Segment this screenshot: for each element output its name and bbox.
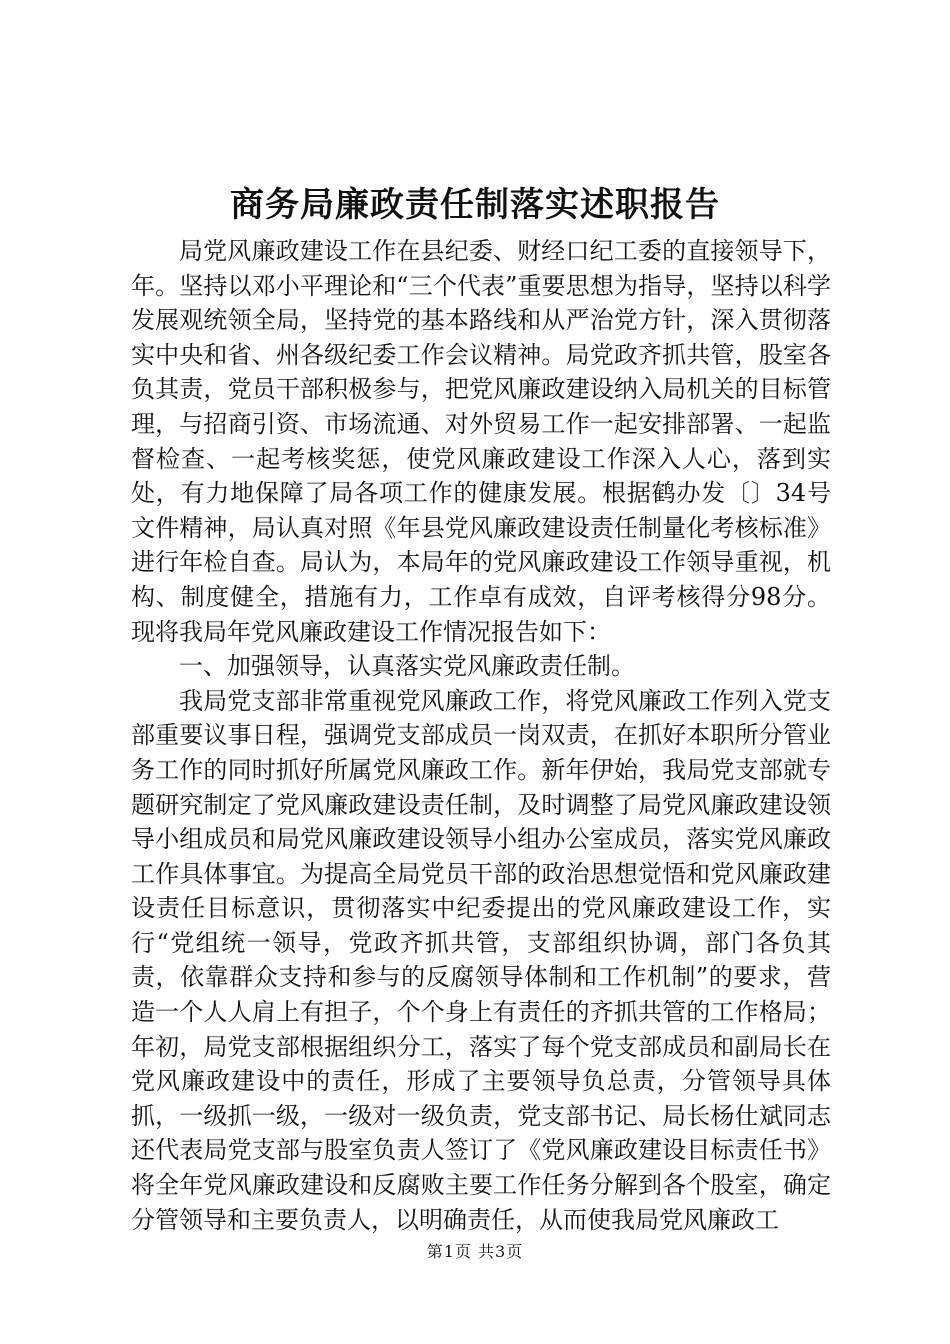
paragraph-intro: 局党风廉政建设工作在县纪委、财经口纪工委的直接领导下，年。坚持以邓小平理论和“三个代表”重要思想为指导，坚持以科学发展观统领全局，坚持党的基本路线和从严治党方针，深入贯彻落实中央和省、州各级纪委工作会议精神。局党政齐抓共管，股室各负其责，党员干部积极参与，把党风廉政建设纳入局机关的目标管理，与招商引资、市场流通、对外贸易工作一起安排部署、一起监督检查、一起考核奖惩，使党风廉政建设工作深入人心，落到实处，有力地保障了局各项工作的健康发展。根据鹤办发〔〕34号文件精神，局认真对照《年县党风廉政建设责任制量化考核标准》进行年检自查。局认为，本局年的党风廉政建设工作领导重视，机构、制度健全，措施有力，工作卓有成效，自评考核得分98分。现将我局年党风廉政建设工作情况报告如下：: [131, 237, 831, 646]
section-heading-1: 一、加强领导，认真落实党风廉政责任制。: [179, 652, 635, 681]
document-body: [131, 234, 831, 1237]
document-title: 商务局廉政责任制落实述职报告: [230, 185, 720, 225]
paragraph-section-1: 我局党支部非常重视党风廉政工作，将党风廉政工作列入党支部重要议事日程，强调党支部成员一岗双责，在抓好本职所分管业务工作的同时抓好所属党风廉政工作。新年伊始，我局党支部就专题研究制定了党风廉政建设责任制，及时调整了局党风廉政建设领导小组成员和局党风廉政建设领导小组办公室成员，落实党风廉政工作具体事宜。为提高全局党员干部的政治思想觉悟和党风廉政建设责任目标意识，贯彻落实中纪委提出的党风廉政建设工作，实行“党组统一领导，党政齐抓共管，支部组织协调，部门各负其责，依靠群众支持和参与的反腐领导体制和工作机制”的要求，营造一个人人肩上有担子，个个身上有责任的齐抓共管的工作格局；年初，局党支部根据组织分工，落实了每个党支部成员和副局长在党风廉政建设中的责任，形成了主要领导负总责，分管领导具体抓，一级抓一级，一级对一级负责，党支部书记、局长杨仕斌同志还代表局党支部与股室负责人签订了《党风廉政建设目标责任书》将全年党风廉政建设和反腐败主要工作任务分解到各个股室，确定分管领导和主要负责人，以明确责任，从而使我局党风廉政工: [131, 686, 831, 1234]
page-number-footer: 第1页 共3页: [426, 1242, 524, 1261]
